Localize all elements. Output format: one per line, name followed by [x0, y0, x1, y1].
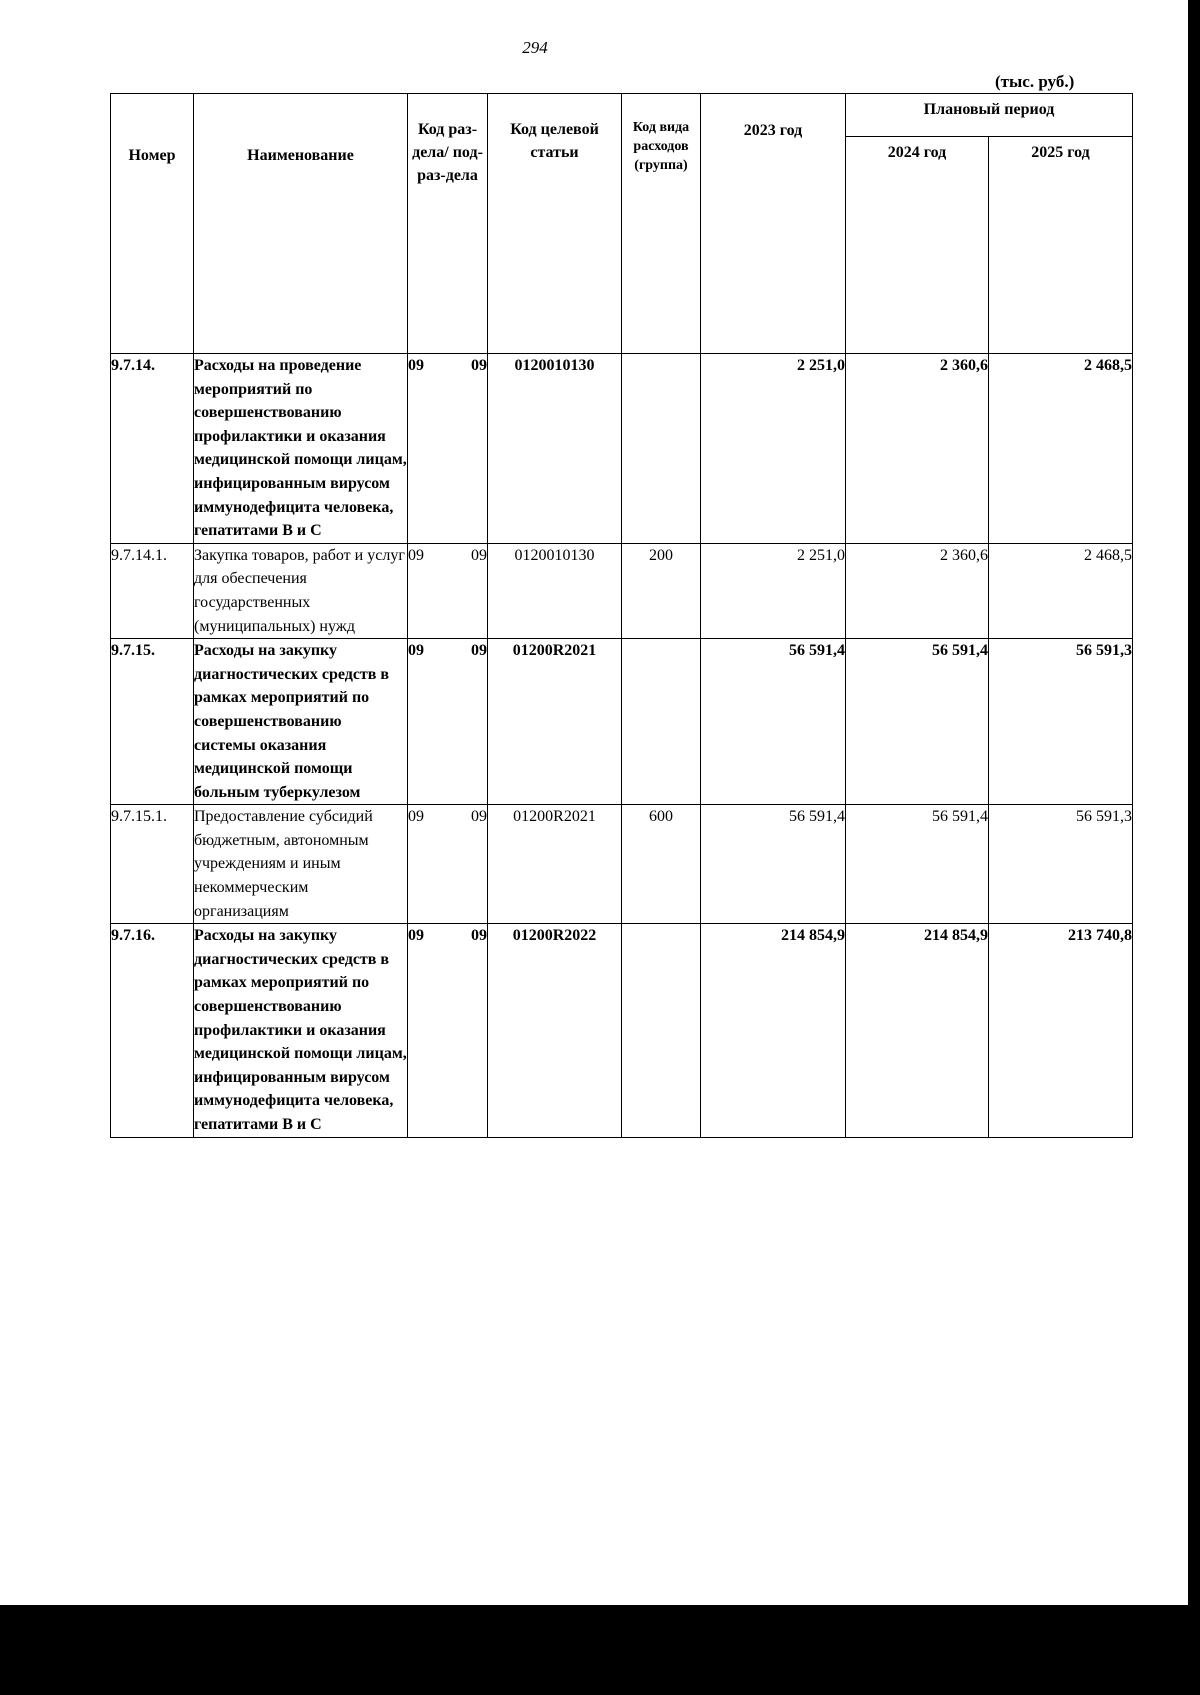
header-2025: 2025 год — [989, 137, 1133, 354]
row-target-code: 0120010130 — [488, 354, 622, 544]
row-amount-2023: 56 591,4 — [701, 805, 846, 924]
row-amount-2023: 2 251,0 — [701, 354, 846, 544]
row-section-code — [408, 924, 488, 1137]
subsection: 09 — [471, 927, 487, 945]
section: 09 — [408, 927, 424, 945]
row-number: 9.7.16. — [111, 924, 194, 1137]
row-amount-2024: 56 591,4 — [846, 639, 989, 805]
section: 09 — [408, 808, 424, 826]
header-planned-period: Плановый период — [846, 94, 1133, 137]
header-2023: 2023 год — [701, 94, 846, 354]
header-number: Номер — [111, 94, 194, 354]
table-row — [111, 543, 1133, 638]
row-name: Предоставление субсидий бюджетным, автономным учреждениям и иным некоммерческим организациям — [194, 805, 408, 924]
budget-table — [110, 93, 1133, 1138]
table-row — [111, 924, 1133, 1137]
row-section-code — [408, 805, 488, 924]
row-amount-2023: 56 591,4 — [701, 639, 846, 805]
row-target-code: 01200R2022 — [488, 924, 622, 1137]
row-amount-2024: 2 360,6 — [846, 543, 989, 638]
header-section-code: Код раз-дела/ под-раз-дела — [408, 94, 488, 354]
row-target-code: 01200R2021 — [488, 805, 622, 924]
row-name: Расходы на закупку диагностических средств в рамках мероприятий по совершенствованию профилактики и оказания медицинской помощи лицам, инфицированным вирусом иммунодефицита человека, гепатитами В и С — [194, 924, 408, 1137]
units-label: (тыс. руб.) — [995, 72, 1075, 91]
row-amount-2023: 214 854,9 — [701, 924, 846, 1137]
row-section-code — [408, 543, 488, 638]
table-row — [111, 805, 1133, 924]
row-expense-kind — [622, 924, 701, 1137]
row-amount-2025: 213 740,8 — [989, 924, 1133, 1137]
section: 09 — [408, 357, 424, 374]
header-name: Наименование — [194, 94, 408, 354]
row-expense-kind — [622, 639, 701, 805]
row-number: 9.7.15.1. — [111, 805, 194, 924]
row-amount-2024: 2 360,6 — [846, 354, 989, 544]
page-number: 294 — [522, 38, 548, 57]
row-expense-kind: 200 — [622, 543, 701, 638]
header-target-code: Код целевой статьи — [488, 94, 622, 354]
row-amount-2024: 56 591,4 — [846, 805, 989, 924]
section: 09 — [408, 546, 424, 564]
header-2024: 2024 год — [846, 137, 989, 354]
row-name: Расходы на проведение мероприятий по совершенствованию профилактики и оказания медицинской помощи лицам, инфицированным вирусом иммунодефицита человека, гепатитами В и С — [194, 354, 408, 544]
table-row — [111, 354, 1133, 544]
row-name: Расходы на закупку диагностических средств в рамках мероприятий по совершенствованию системы оказания медицинской помощи больным туберкулезом — [194, 639, 408, 805]
row-amount-2025: 56 591,3 — [989, 639, 1133, 805]
row-amount-2023: 2 251,0 — [701, 543, 846, 638]
subsection: 09 — [471, 642, 487, 660]
row-number: 9.7.14. — [111, 354, 194, 544]
header-expense-kind: Код вида расходов (группа) — [622, 94, 701, 354]
row-amount-2024: 214 854,9 — [846, 924, 989, 1137]
table-header — [111, 94, 1133, 354]
table-row — [111, 639, 1133, 805]
row-section-code — [408, 354, 488, 544]
scan-right-edge — [1188, 0, 1200, 1605]
subsection: 09 — [471, 546, 487, 564]
row-expense-kind: 600 — [622, 805, 701, 924]
subsection: 09 — [471, 357, 487, 374]
row-target-code: 01200R2021 — [488, 639, 622, 805]
row-number: 9.7.14.1. — [111, 543, 194, 638]
row-amount-2025: 56 591,3 — [989, 805, 1133, 924]
section: 09 — [408, 642, 424, 660]
row-amount-2025: 2 468,5 — [989, 543, 1133, 638]
row-expense-kind — [622, 354, 701, 544]
row-section-code — [408, 639, 488, 805]
row-number: 9.7.15. — [111, 639, 194, 805]
scan-bottom-band — [0, 1605, 1200, 1695]
row-amount-2025: 2 468,5 — [989, 354, 1133, 544]
row-target-code: 0120010130 — [488, 543, 622, 638]
table-body — [111, 354, 1133, 1138]
row-name: Закупка товаров, работ и услуг для обеспечения государственных (муниципальных) нужд — [194, 543, 408, 638]
subsection: 09 — [471, 808, 487, 826]
